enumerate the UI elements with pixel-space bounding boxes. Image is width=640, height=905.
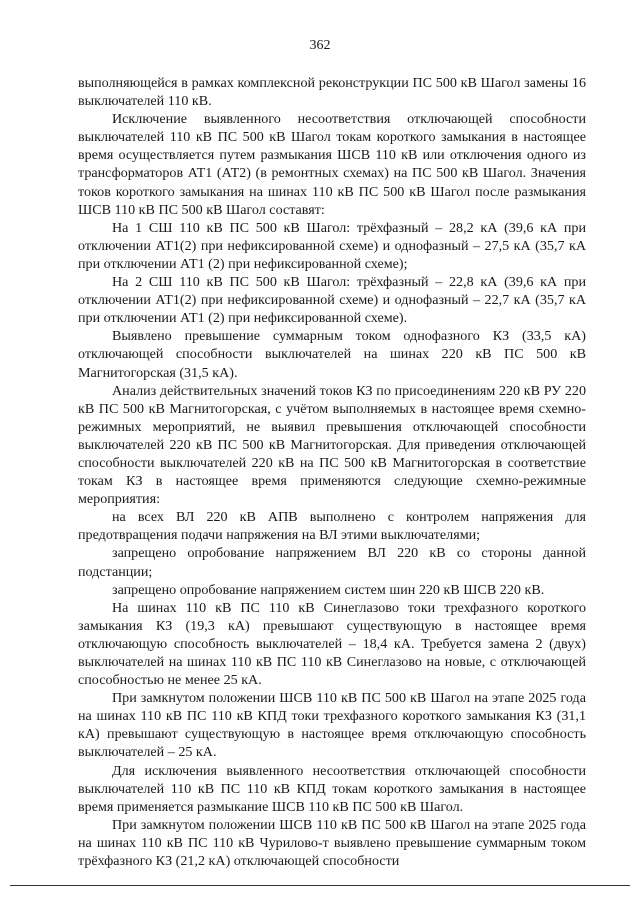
paragraph: Исключение выявленного несоответствия отключающей способности выключателей 110 кВ ПС 500 кВ Шагол токам короткого замыкания в настоящее время осуществляется путем размыкания ШСВ 110 кВ или отключения одного из трансформаторов АТ1 (АТ2) (в ремонтных схемах) на ПС 500 кВ Шагол. Значения токов короткого замыкания на шинах 110 кВ ПС 500 кВ Шагол после размыкания ШСВ 110 кВ ПС 500 кВ Шагол составят: — [78, 111, 586, 218]
paragraph: Анализ действительных значений токов КЗ по присоединениям 220 кВ РУ 220 кВ ПС 500 кВ Магнитогорская, с учётом выполняемых в настоящее время схемно-режимных мероприятий, не выявил превышения отключающей способности выключателей 220 кВ ПС 500 кВ Магнитогорская. Для приведения отключающей способности выключателей 220 кВ на ПС 500 кВ Магнитогорская в соответствие токам КЗ в настоящее время применяются следующие схемно-режимные мероприятия: — [78, 382, 586, 508]
paragraph: запрещено опробование напряжением систем шин 220 кВ ШСВ 220 кВ. — [112, 581, 545, 598]
paragraph: Выявлено превышение суммарным током однофазного КЗ (33,5 кА) отключающей способности выключателей на шинах 220 кВ ПС 500 кВ Магнитогорская (31,5 кА). — [78, 328, 586, 381]
paragraph: на всех ВЛ 220 кВ АПВ выполнено с контролем напряжения для предотвращения подачи напряжения на ВЛ этими выключателями; — [78, 509, 586, 544]
paragraph: При замкнутом положении ШСВ 110 кВ ПС 500 кВ Шагол на этапе 2025 года на шинах 110 кВ ПС 110 кВ Чурилово-т выявлено превышение суммарным током трёхфазного КЗ (21,2 кА) отключающей способности — [78, 816, 586, 870]
page-number: 362 — [309, 38, 331, 53]
paragraph: На 2 СШ 110 кВ ПС 500 кВ Шагол: трёхфазный – 22,8 кА (39,6 кА при отключении АТ1(2) при нефиксированной схеме) и однофазный – 22,7 кА (35,7 кА при отключении АТ1 (2) при нефиксированной схеме). — [78, 274, 586, 327]
paragraph: Для исключения выявленного несоответствия отключающей способности выключателей 110 кВ ПС 110 кВ КПД токам короткого замыкания в настоящее время применяется размыкание ШСВ 110 кВ ПС 500 кВ Шагол. — [78, 762, 586, 815]
paragraph: запрещено опробование напряжением ВЛ 220 кВ со стороны данной подстанции; — [78, 545, 586, 580]
paragraph: На шинах 110 кВ ПС 110 кВ Синеглазово токи трехфазного короткого замыкания КЗ (19,3 кА) превышают существующую в настоящее время отключающую способность выключателей – 18,4 кА. Требуется замена 2 (двух) выключателей на шинах 110 кВ ПС 110 кВ Синеглазово на новые, с отключающей способностью не менее 25 кА. — [78, 599, 586, 689]
paragraph: При замкнутом положении ШСВ 110 кВ ПС 500 кВ Шагол на этапе 2025 года на шинах 110 кВ ПС 110 кВ КПД токи трехфазного короткого замыкания КЗ (31,1 кА) превышают существующую в настоящее время отключающую способность выключателей – 25 кА. — [78, 690, 586, 761]
paragraph: На 1 СШ 110 кВ ПС 500 кВ Шагол: трёхфазный – 28,2 кА (39,6 кА при отключении АТ1(2) при нефиксированной схеме) и однофазный – 27,5 кА (35,7 кА при отключении АТ1 (2) при нефиксированной схеме); — [78, 219, 586, 272]
document-body — [78, 74, 586, 870]
paragraph: выполняющейся в рамках комплексной реконструкции ПС 500 кВ Шагол замены 16 выключателей 110 кВ. — [78, 75, 586, 110]
page-bottom-divider — [10, 885, 630, 886]
